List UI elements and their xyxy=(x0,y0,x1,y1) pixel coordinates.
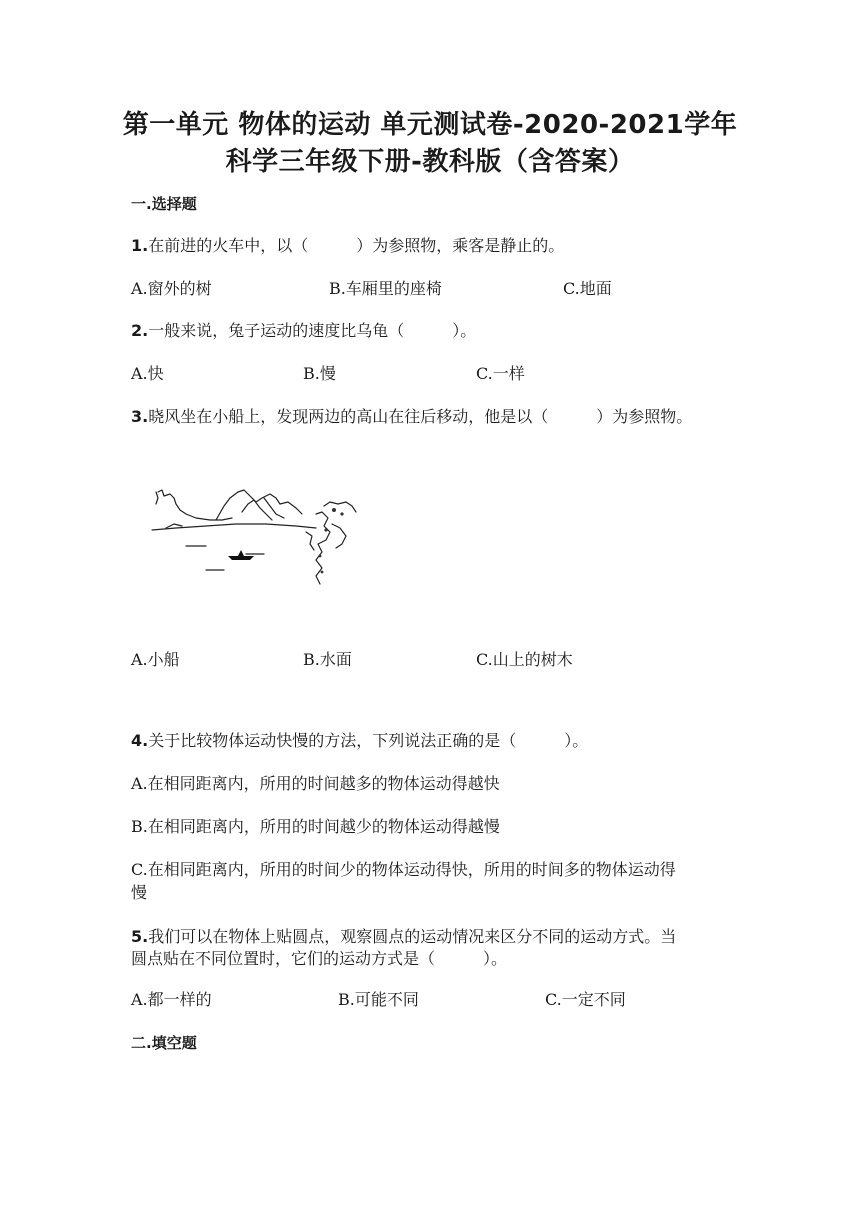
question-text: 晓风坐在小船上，发现两边的高山在往后移动，他是以（ ）为参照物。 xyxy=(148,407,693,426)
q3-option-b[interactable]: B.水面 xyxy=(303,650,352,669)
question-4 xyxy=(131,729,588,753)
question-number: 5. xyxy=(131,927,149,946)
q3-option-a[interactable]: A.小船 xyxy=(131,650,180,669)
question-number: 1. xyxy=(131,236,149,255)
q2-option-a[interactable]: A.快 xyxy=(131,364,164,383)
question-text: 我们可以在物体上贴圆点，观察圆点的运动情况来区分不同的运动方式。当 xyxy=(148,927,677,946)
q1-option-b[interactable]: B.车厢里的座椅 xyxy=(329,279,442,298)
question-number: 4. xyxy=(131,731,149,750)
question-5 xyxy=(131,925,676,949)
q1-option-a[interactable]: A.窗外的树 xyxy=(131,279,212,298)
question-2 xyxy=(131,319,476,343)
q3-option-c[interactable]: C.山上的树木 xyxy=(476,650,573,669)
q5-option-a[interactable]: A.都一样的 xyxy=(131,990,212,1009)
boat-icon xyxy=(228,550,254,560)
question-text: 在前进的火车中，以（ ）为参照物，乘客是静止的。 xyxy=(148,236,565,255)
question-text: 关于比较物体运动快慢的方法，下列说法正确的是（ ）。 xyxy=(148,731,589,750)
boat-mountain-illustration xyxy=(146,484,360,588)
q2-option-c[interactable]: C.一样 xyxy=(476,364,525,383)
q4-option-c-continued: 慢 xyxy=(131,883,148,902)
exam-title-line1: 第一单元 物体的运动 单元测试卷-2020-2021学年 xyxy=(122,110,738,140)
question-3 xyxy=(131,405,692,429)
q4-option-b[interactable]: B.在相同距离内，所用的时间越少的物体运动得越慢 xyxy=(131,817,500,836)
q1-option-c[interactable]: C.地面 xyxy=(563,279,612,298)
q5-option-b[interactable]: B.可能不同 xyxy=(338,990,419,1009)
q4-option-a[interactable]: A.在相同距离内，所用的时间越多的物体运动得越快 xyxy=(131,774,500,793)
section-heading-fill-blank: 二.填空题 xyxy=(131,1034,197,1052)
question-5-continued: 圆点贴在不同位置时，它们的运动方式是（ ）。 xyxy=(131,949,508,968)
question-1 xyxy=(131,234,564,258)
question-text: 一般来说，兔子运动的速度比乌龟（ ）。 xyxy=(148,321,477,340)
question-number: 2. xyxy=(131,321,149,340)
exam-title-line2: 科学三年级下册-教科版（含答案） xyxy=(225,147,635,177)
question-number: 3. xyxy=(131,407,149,426)
q2-option-b[interactable]: B.慢 xyxy=(303,364,336,383)
section-heading-choice: 一.选择题 xyxy=(131,195,197,213)
q5-option-c[interactable]: C.一定不同 xyxy=(545,990,626,1009)
q4-option-c[interactable]: C.在相同距离内，所用的时间少的物体运动得快，所用的时间多的物体运动得 xyxy=(131,860,676,879)
